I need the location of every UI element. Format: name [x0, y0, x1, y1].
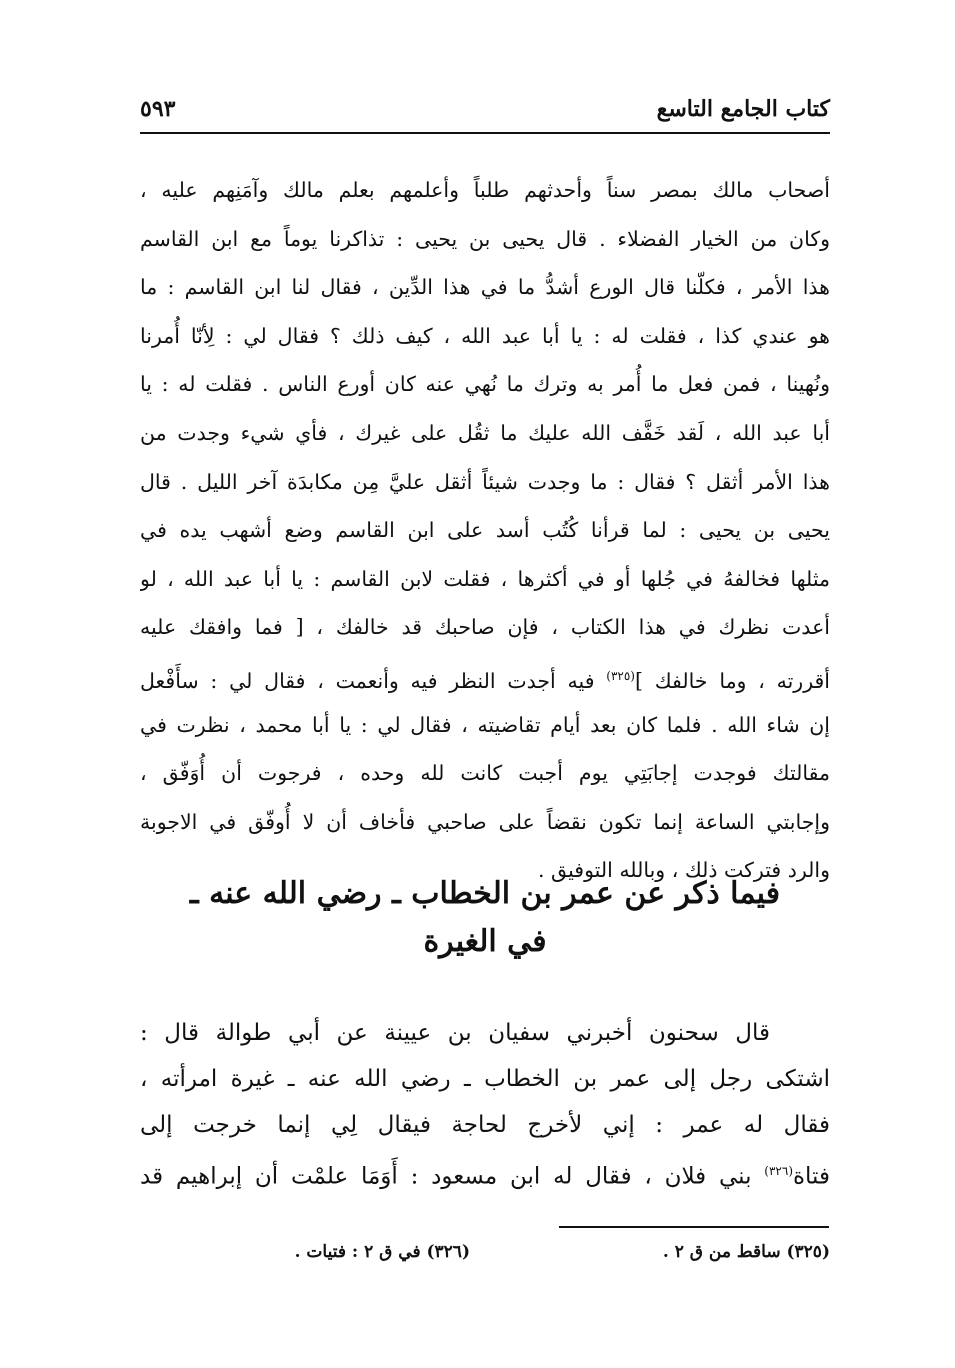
text-line: وكان من الخيار الفضلاء . قال يحيى بن يحيى : تذاكرنا يوماً مع ابن القاسم: [140, 226, 830, 251]
text-line: هذا الأمر ، فكلّنا قال الورع أشدُّ ما في هذا الدِّين ، فقال لنا ابن القاسم : ما: [140, 275, 830, 300]
text-line-with-footnote: [140, 1148, 830, 1194]
footnotes: [140, 1242, 830, 1272]
paragraph-2: [140, 1010, 830, 1194]
text-line: أعدت نظرك في هذا الكتاب ، فإن صاحبك قد خالفك ، [ فما وافقك عليه: [140, 615, 830, 640]
page-number: ٥٩٣: [140, 96, 176, 122]
text-line: وإجابتي الساعة إنما تكون نقضاً على صاحبي فأخاف أن لا أُوفّق في الاجوبة: [140, 809, 830, 834]
text-segment: فتاة: [793, 1163, 830, 1190]
text-line: فقال له عمر : إني لأخرج لحاجة فيقال لِي إنما خرجت إلى: [140, 1112, 830, 1138]
section-heading: [140, 870, 830, 966]
text-line: أصحاب مالك بمصر سناً وأحدثهم طلباً وأعلمهم بعلم مالك وآمَنِهم عليه ،: [140, 178, 830, 202]
text-line-with-footnote: [140, 652, 830, 701]
section-heading-line: في الغيرة: [423, 924, 547, 959]
page-header: [140, 92, 830, 134]
text-line: ونُهينا ، فمن فعل ما أُمر به وترك ما نُهي عنه كان أورع الناس . فقلت له : يا: [140, 372, 830, 397]
footnote-separator: [559, 1226, 829, 1228]
section-heading-line: فيما ذكر عن عمر بن الخطاب ـ رضي الله عنه ـ: [189, 876, 781, 911]
footnote-325: (٣٢٥) ساقط من ق ٢ .: [662, 1242, 830, 1262]
footnote-326: (٣٢٦) في ق ٢ : فتيات .: [294, 1242, 470, 1262]
text-line: أبا عبد الله ، لَقد خَفَّف الله عليك ما ثقُل على غيرك ، فأي شيء وجدت من: [140, 420, 830, 445]
text-line: قال سحنون أخبرني سفيان بن عيينة عن أبي طوالة قال :: [140, 1020, 770, 1046]
text-line: إن شاء الله . فلما كان بعد أيام تقاضيته ، فقال لي : يا أبا محمد ، نظرت في: [140, 712, 830, 737]
text-line: مثلها فخالفهُ في جُلها أو في أكثرها ، فقلت لابن القاسم : يا أبا عبد الله ، لو: [140, 566, 830, 591]
text-line: هذا الأمر أثقل ؟ فقال : ما وجدت شيئاً أثقل عليَّ مِن مكابدَة آخر الليل . قال: [140, 469, 830, 494]
footnote-ref: (٣٢٦): [764, 1164, 793, 1178]
text-segment: بني فلان ، فقال له ابن مسعود : أَوَمَا علمْت أن إبراهيم قد: [140, 1163, 765, 1190]
text-line: هو عندي كذا ، فقلت له : يا أبا عبد الله ، كيف ذلك ؟ فقال لي : لِأنّا أُمرنا: [140, 323, 830, 348]
text-line: والرد فتركت ذلك ، وبالله التوفيق .: [537, 858, 830, 883]
paragraph-1: [140, 166, 830, 895]
footnote-ref: (٣٢٥): [606, 668, 635, 683]
text-line: اشتكى رجل إلى عمر بن الخطاب ـ رضي الله عنه ـ غيرة امرأته ،: [140, 1066, 830, 1092]
running-title: كتاب الجامع التاسع: [656, 96, 830, 122]
text-segment: أقررته ، وما خالفك ]: [634, 668, 830, 693]
text-segment: فيه أجدت النظر فيه وأنعمت ، فقال لي : سأَفْعل: [140, 668, 607, 693]
text-line: يحيى بن يحيى : لما قرأنا كُتُب أسد على ابن القاسم وضع أشهب يده في: [140, 518, 830, 543]
text-line: مقالتك فوجدت إجابَتِي يوم أجبت كانت لله وحده ، فرجوت أن أُوَفّق ،: [140, 761, 830, 786]
